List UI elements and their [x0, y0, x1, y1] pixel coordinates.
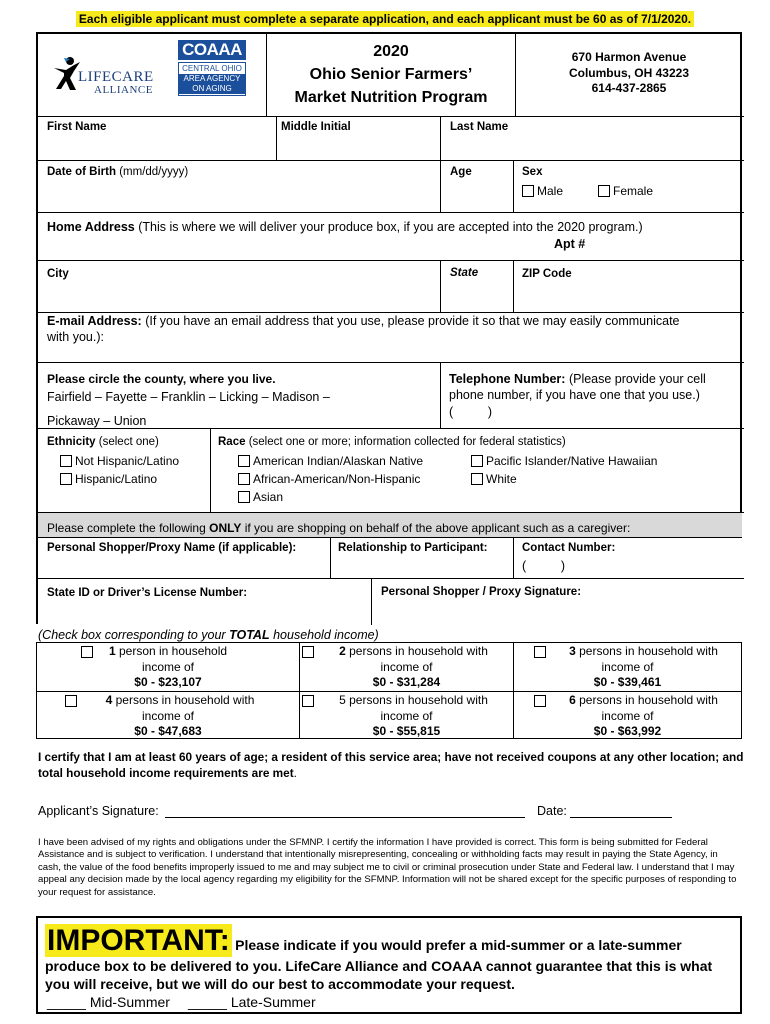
proxy-notice-post: if you are shopping on behalf of the above applicant such as a caregiver: — [244, 521, 631, 535]
hispanic-label: Hispanic/Latino — [75, 472, 158, 486]
income-1-checkbox[interactable] — [81, 646, 93, 658]
income-instruction-pre: (Check box corresponding to your — [38, 628, 226, 642]
counties-line2[interactable]: Pickaway – Union — [47, 414, 147, 428]
income-2-amount: $0 - $31,284 — [372, 675, 441, 689]
ethnicity-hint: (select one) — [98, 436, 159, 448]
income-1-line1: person in household — [118, 644, 228, 658]
race-asian-option[interactable] — [238, 490, 283, 504]
income-3-checkbox[interactable] — [534, 646, 546, 658]
application-form — [36, 32, 742, 624]
income-4-line1: persons in household with — [115, 693, 255, 707]
certification-statement — [38, 749, 744, 781]
income-instruction-post: household income) — [273, 628, 379, 642]
address-line2: Columbus, OH 43223 — [568, 65, 690, 80]
race-pacific-option[interactable] — [471, 454, 657, 468]
white-checkbox[interactable] — [471, 473, 483, 485]
hispanic-checkbox[interactable] — [60, 473, 72, 485]
income-4-checkbox[interactable] — [65, 695, 77, 707]
income-4-amount: $0 - $47,683 — [134, 724, 202, 738]
income-1-line2: income of — [141, 659, 195, 674]
proxy-name-field[interactable] — [38, 538, 330, 578]
date-label: Date: — [537, 804, 567, 818]
alliance-wordmark: ALLIANCE — [94, 84, 153, 96]
income-3-amount: $0 - $39,461 — [593, 675, 662, 689]
zip-field[interactable] — [514, 260, 742, 312]
agency-address — [516, 50, 742, 97]
coaaa-logo — [178, 40, 246, 106]
late-summer-option[interactable]: _____ Late-Summer — [188, 994, 316, 1010]
income-5-line1: persons in household with — [349, 693, 488, 707]
dob-label-bold: Date of Birth — [47, 166, 116, 178]
not-hispanic-checkbox[interactable] — [60, 455, 72, 467]
relationship-field[interactable] — [331, 538, 513, 578]
telephone-hint: (Please provide your cell phone number, if you have one that you use.) — [449, 372, 706, 402]
race-american-indian-option[interactable] — [238, 454, 423, 468]
coaaa-line1: CENTRAL OHIO — [182, 64, 242, 73]
income-6-line2: income of — [601, 708, 654, 723]
county-label: Please circle the county, where you live. — [47, 372, 276, 386]
applicant-signature-line[interactable] — [165, 817, 525, 818]
pacific-label: Pacific Islander/Native Hawaiian — [486, 454, 658, 468]
telephone-bold: Telephone Number: — [449, 372, 566, 386]
african-american-label: African-American/Non-Hispanic — [253, 472, 421, 486]
income-option-5[interactable] — [300, 693, 513, 740]
sex-label: Sex — [522, 166, 543, 178]
hispanic-option[interactable] — [60, 472, 157, 486]
income-5-checkbox[interactable] — [302, 695, 314, 707]
zip-label: ZIP Code — [522, 268, 572, 280]
not-hispanic-label: Not Hispanic/Latino — [75, 454, 180, 468]
race-label — [218, 436, 566, 448]
important-box — [36, 916, 742, 1014]
white-label: White — [486, 472, 517, 486]
email-hint: (If you have an email address that you use, please provide it so that we may easily communicate with you.): — [47, 314, 680, 344]
income-option-2[interactable] — [300, 644, 513, 691]
city-field[interactable] — [38, 260, 440, 312]
proxy-notice-only: ONLY — [209, 521, 242, 535]
middle-initial-label: Middle Initial — [281, 121, 351, 133]
race-white-option[interactable] — [471, 472, 517, 486]
first-name-label: First Name — [47, 121, 107, 133]
address-phone: 614-437-2865 — [591, 81, 667, 95]
income-6-checkbox[interactable] — [534, 695, 546, 707]
male-checkbox[interactable] — [522, 185, 534, 197]
relationship-label: Relationship to Participant: — [338, 542, 488, 554]
income-option-3[interactable] — [514, 644, 741, 691]
coaaa-line3: ON AGING — [179, 84, 245, 94]
income-2-checkbox[interactable] — [302, 646, 314, 658]
proxy-notice — [47, 521, 630, 535]
sex-female-option[interactable] — [598, 184, 653, 198]
income-option-1[interactable] — [37, 644, 299, 691]
sex-male-option[interactable] — [522, 184, 563, 198]
state-id-field[interactable] — [38, 579, 371, 625]
ethnicity-label — [47, 436, 159, 448]
telephone-label — [449, 371, 739, 403]
city-label: City — [47, 268, 69, 280]
not-hispanic-option[interactable] — [60, 454, 179, 468]
income-5-num: 5 — [339, 693, 346, 707]
state-id-label: State ID or Driver’s License Number: — [47, 587, 248, 599]
age-field[interactable] — [441, 160, 513, 212]
telephone-field[interactable]: ( ) — [449, 405, 493, 419]
african-american-checkbox[interactable] — [238, 473, 250, 485]
asian-checkbox[interactable] — [238, 491, 250, 503]
program-year: 2020 — [373, 43, 409, 60]
income-1-num: 1 — [108, 644, 116, 658]
income-4-num: 4 — [105, 693, 113, 707]
ethnicity-bold: Ethnicity — [47, 436, 96, 448]
income-5-line2: income of — [380, 708, 433, 723]
rights-notice: I have been advised of my rights and obligations under the SFMNP. I certify the information I have provided is correct. This form is being submitted for Federal Assistance and is subject to verification. I understand that intentionally misrepresenting, concealing or withholding facts may result in paying the State Agency, in cash, the value of the food benefits improperly issued to me and may subject me to civil or criminal prosecution under State and Federal law. I understand that I may appeal any decision made by the local agency regarding my eligibility for the SFMNP. Information will not be shared except for the specific purposes of responding to your request for assistance. — [38, 837, 737, 898]
eligibility-banner — [0, 12, 770, 26]
race-bold: Race — [218, 436, 246, 448]
asian-label: Asian — [253, 490, 284, 504]
email-bold: E-mail Address: — [47, 314, 142, 328]
proxy-name-label: Personal Shopper/Proxy Name (if applicable): — [47, 542, 297, 554]
mid-summer-option[interactable]: _____ Mid-Summer — [47, 994, 170, 1010]
state-label: State — [450, 267, 479, 279]
apt-label: Apt # — [554, 237, 586, 251]
race-hint: (select one or more; information collected for federal statistics) — [248, 436, 566, 448]
income-table — [36, 642, 742, 739]
important-heading — [45, 924, 735, 958]
income-6-amount: $0 - $63,992 — [593, 724, 662, 738]
middle-initial-field[interactable] — [277, 116, 440, 160]
proxy-signature-label: Personal Shopper / Proxy Signature: — [381, 586, 582, 598]
certification-text: I certify that I am at least 60 years of age; a resident of this service area; have not received coupons at any other location; and total household income requirements are met — [38, 750, 744, 780]
contact-number-label: Contact Number: — [522, 542, 616, 554]
program-title-line1: Ohio Senior Farmers’ — [309, 66, 473, 83]
last-name-field[interactable] — [441, 116, 742, 160]
income-1-amount: $0 - $23,107 — [134, 675, 202, 689]
home-address-bold: Home Address — [47, 220, 135, 234]
female-label: Female — [613, 184, 654, 198]
income-option-6[interactable] — [514, 693, 741, 740]
income-3-line2: income of — [601, 659, 654, 674]
income-option-4[interactable] — [37, 693, 299, 740]
first-name-field[interactable] — [38, 116, 276, 160]
proxy-signature-field[interactable] — [372, 579, 742, 625]
age-label: Age — [450, 166, 472, 178]
income-instruction — [38, 628, 379, 642]
email-field[interactable] — [38, 312, 742, 362]
american-indian-checkbox[interactable] — [238, 455, 250, 467]
pacific-checkbox[interactable] — [471, 455, 483, 467]
income-2-line1: persons in household with — [349, 644, 488, 658]
female-checkbox[interactable] — [598, 185, 610, 197]
program-title — [267, 40, 515, 109]
american-indian-label: American Indian/Alaskan Native — [253, 454, 424, 468]
home-address-field[interactable] — [38, 212, 742, 260]
coaaa-abbr: COAAA — [178, 40, 246, 60]
income-6-line1: persons in household with — [579, 693, 718, 707]
applicant-signature-label: Applicant’s Signature: — [38, 804, 159, 818]
important-text2: produce box to be delivered to you. LifeCare Alliance and COAAA cannot guarantee that this is what you will receive, but we will do our best to accommodate your request. — [45, 958, 713, 992]
male-label: Male — [537, 184, 564, 198]
important-text1: Please indicate if you would prefer a mid-summer or a late-summer — [235, 937, 682, 953]
race-african-american-option[interactable] — [238, 472, 420, 486]
income-3-num: 3 — [569, 644, 576, 658]
home-address-hint: (This is where we will deliver your produce box, if you are accepted into the 2020 program.) — [138, 220, 643, 234]
income-2-line2: income of — [380, 659, 433, 674]
logos-area — [38, 34, 266, 116]
income-2-num: 2 — [339, 644, 346, 658]
important-word: IMPORTANT: — [47, 924, 230, 957]
eligibility-banner-text: Each eligible applicant must complete a separate application, and each applicant must be 60 as of 7/1/2020. — [76, 11, 694, 27]
dob-field[interactable] — [38, 160, 440, 212]
state-field[interactable] — [441, 260, 513, 312]
last-name-label: Last Name — [450, 121, 509, 133]
income-6-num: 6 — [569, 693, 576, 707]
income-instruction-total: TOTAL — [229, 628, 270, 642]
proxy-notice-pre: Please complete the following — [47, 521, 206, 535]
income-4-line2: income of — [141, 708, 195, 723]
coaaa-line2: AREA AGENCY — [179, 74, 245, 84]
income-5-amount: $0 - $55,815 — [372, 724, 441, 738]
contact-number-field[interactable]: ( ) — [522, 559, 566, 573]
program-title-line2: Market Nutrition Program — [294, 89, 488, 106]
date-line[interactable] — [570, 817, 672, 818]
counties-line1[interactable]: Fairfield – Fayette – Franklin – Licking – Madison – — [47, 390, 330, 404]
income-3-line1: persons in household with — [579, 644, 718, 658]
lifecare-wordmark: LIFECARE — [78, 69, 154, 85]
dob-hint: (mm/dd/yyyy) — [119, 166, 189, 178]
address-line1: 670 Harmon Avenue — [571, 50, 687, 64]
certification-period: . — [293, 766, 297, 780]
